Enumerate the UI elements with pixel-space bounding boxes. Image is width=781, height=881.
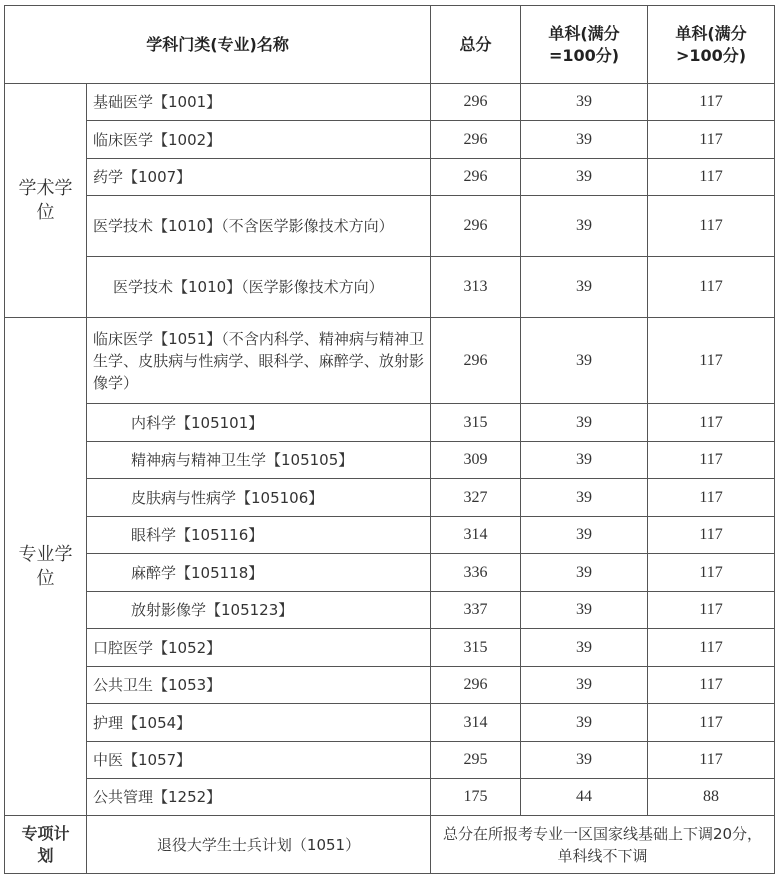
row-single-gt100: 117 (648, 84, 775, 121)
row-single-gt100: 117 (648, 704, 775, 742)
row-single-100: 39 (521, 554, 648, 592)
table-row (5, 404, 775, 442)
row-name: 麻醉学【105118】 (87, 554, 431, 592)
row-name: 临床医学【1002】 (87, 121, 431, 159)
row-single-gt100: 117 (648, 742, 775, 779)
row-name: 药学【1007】 (87, 159, 431, 196)
table-row (5, 442, 775, 479)
table-row-special (5, 816, 775, 874)
group-special: 专项计划 (5, 816, 87, 874)
row-total: 296 (431, 84, 521, 121)
table-row (5, 318, 775, 404)
table-row (5, 121, 775, 159)
table-row (5, 592, 775, 629)
row-name: 内科学【105101】 (87, 404, 431, 442)
table-row (5, 257, 775, 318)
row-total: 315 (431, 404, 521, 442)
row-single-100: 39 (521, 84, 648, 121)
row-name: 中医【1057】 (87, 742, 431, 779)
row-total: 296 (431, 196, 521, 257)
row-single-gt100: 117 (648, 159, 775, 196)
row-total: 295 (431, 742, 521, 779)
row-total: 337 (431, 592, 521, 629)
row-total: 296 (431, 318, 521, 404)
header-total: 总分 (431, 6, 521, 84)
row-name: 护理【1054】 (87, 704, 431, 742)
row-single-gt100: 117 (648, 257, 775, 318)
row-name: 医学技术【1010】（不含医学影像技术方向） (87, 196, 431, 257)
row-single-gt100: 117 (648, 592, 775, 629)
row-single-100: 39 (521, 704, 648, 742)
row-total: 313 (431, 257, 521, 318)
row-single-100: 39 (521, 517, 648, 554)
row-name: 医学技术【1010】（医学影像技术方向） (87, 257, 431, 318)
row-single-100: 39 (521, 592, 648, 629)
row-single-gt100: 117 (648, 629, 775, 667)
row-single-100: 39 (521, 667, 648, 704)
header-row (5, 6, 775, 84)
row-single-100: 39 (521, 442, 648, 479)
table-row (5, 479, 775, 517)
row-single-gt100: 117 (648, 517, 775, 554)
row-single-100: 39 (521, 121, 648, 159)
table-row (5, 629, 775, 667)
row-total: 314 (431, 704, 521, 742)
row-total: 315 (431, 629, 521, 667)
row-total: 175 (431, 779, 521, 816)
row-single-100: 39 (521, 404, 648, 442)
row-total: 309 (431, 442, 521, 479)
table-row (5, 779, 775, 816)
group-academic: 学术学位 (5, 84, 87, 318)
row-single-100: 39 (521, 257, 648, 318)
table-row (5, 84, 775, 121)
table-row (5, 159, 775, 196)
row-name: 口腔医学【1052】 (87, 629, 431, 667)
row-single-gt100: 88 (648, 779, 775, 816)
row-total: 314 (431, 517, 521, 554)
special-plan-name: 退役大学生士兵计划（1051） (87, 816, 431, 874)
row-single-100: 39 (521, 479, 648, 517)
special-plan-note: 总分在所报考专业一区国家线基础上下调20分，单科线不下调 (431, 816, 775, 874)
table-row (5, 196, 775, 257)
row-total: 296 (431, 159, 521, 196)
row-name: 皮肤病与性病学【105106】 (87, 479, 431, 517)
row-single-100: 39 (521, 629, 648, 667)
row-single-gt100: 117 (648, 442, 775, 479)
row-single-100: 39 (521, 742, 648, 779)
row-single-gt100: 117 (648, 121, 775, 159)
row-single-gt100: 117 (648, 554, 775, 592)
row-single-gt100: 117 (648, 318, 775, 404)
row-single-gt100: 117 (648, 667, 775, 704)
table-row (5, 554, 775, 592)
header-name: 学科门类(专业)名称 (5, 6, 431, 84)
row-total: 296 (431, 667, 521, 704)
row-name: 基础医学【1001】 (87, 84, 431, 121)
row-single-100: 39 (521, 196, 648, 257)
group-professional: 专业学位 (5, 318, 87, 816)
table-row (5, 517, 775, 554)
table-row (5, 667, 775, 704)
header-single-100: 单科(满分=100分) (521, 6, 648, 84)
table-row (5, 704, 775, 742)
row-name: 临床医学【1051】（不含内科学、精神病与精神卫生学、皮肤病与性病学、眼科学、麻醉学、放射影像学） (87, 318, 431, 404)
score-table (4, 5, 775, 874)
table-row (5, 742, 775, 779)
row-name: 公共管理【1252】 (87, 779, 431, 816)
row-total: 296 (431, 121, 521, 159)
row-single-gt100: 117 (648, 196, 775, 257)
row-single-gt100: 117 (648, 404, 775, 442)
row-total: 327 (431, 479, 521, 517)
row-total: 336 (431, 554, 521, 592)
row-name: 公共卫生【1053】 (87, 667, 431, 704)
row-single-100: 39 (521, 159, 648, 196)
row-name: 眼科学【105116】 (87, 517, 431, 554)
row-name: 精神病与精神卫生学【105105】 (87, 442, 431, 479)
header-single-gt100: 单科(满分>100分) (648, 6, 775, 84)
row-name: 放射影像学【105123】 (87, 592, 431, 629)
row-single-gt100: 117 (648, 479, 775, 517)
row-single-100: 44 (521, 779, 648, 816)
row-single-100: 39 (521, 318, 648, 404)
